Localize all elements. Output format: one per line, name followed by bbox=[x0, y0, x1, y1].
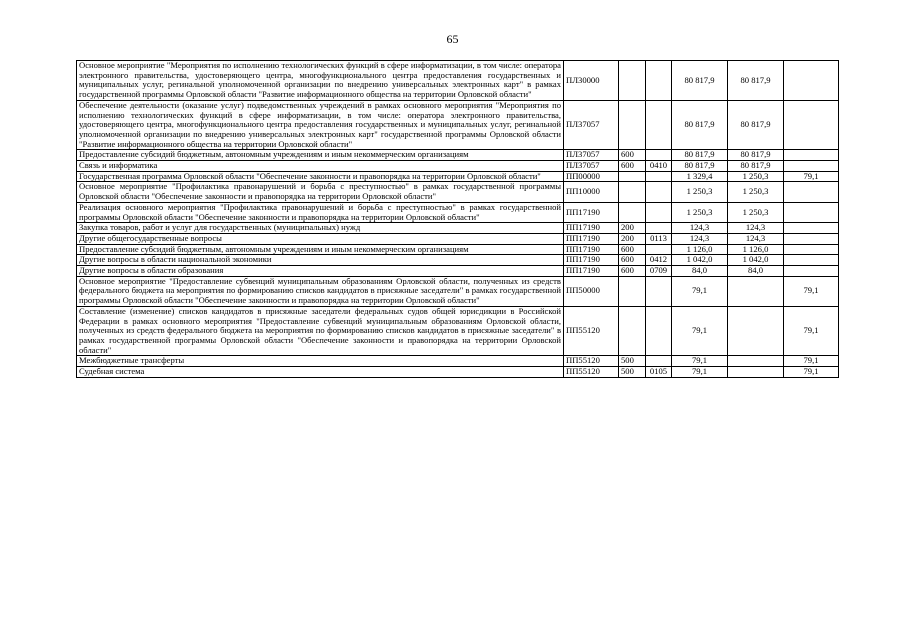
expense-type-code bbox=[619, 182, 646, 202]
table-row bbox=[77, 255, 839, 266]
row-name: Связь и информатика bbox=[77, 161, 564, 172]
expense-type-code: 600 bbox=[619, 266, 646, 277]
target-article-code: ПП50000 bbox=[564, 276, 619, 306]
section-subsection-code bbox=[646, 306, 672, 356]
amount-own-funds bbox=[728, 276, 784, 306]
expense-type-code: 200 bbox=[619, 223, 646, 234]
amount-own-funds bbox=[728, 356, 784, 367]
amount-total: 79,1 bbox=[672, 306, 728, 356]
expense-type-code: 500 bbox=[619, 356, 646, 367]
section-subsection-code: 0709 bbox=[646, 266, 672, 277]
amount-own-funds: 1 250,3 bbox=[728, 202, 784, 222]
target-article-code: ПЛ37057 bbox=[564, 150, 619, 161]
row-name: Основное мероприятие "Профилактика правонарушений и борьба с преступностью" в рамках государственной программы Орловской области "Обеспечение законности и правопорядка на территории Орловской области" bbox=[77, 182, 564, 202]
amount-federal-funds bbox=[784, 233, 839, 244]
section-subsection-code bbox=[646, 171, 672, 182]
row-name: Другие вопросы в области образования bbox=[77, 266, 564, 277]
section-subsection-code: 0410 bbox=[646, 161, 672, 172]
section-subsection-code bbox=[646, 100, 672, 150]
row-name: Судебная система bbox=[77, 367, 564, 378]
amount-federal-funds bbox=[784, 266, 839, 277]
target-article-code: ПП55120 bbox=[564, 356, 619, 367]
target-article-code: ПП17190 bbox=[564, 266, 619, 277]
expense-type-code: 600 bbox=[619, 161, 646, 172]
section-subsection-code bbox=[646, 276, 672, 306]
target-article-code: ПЛ30000 bbox=[564, 61, 619, 101]
table-row bbox=[77, 100, 839, 150]
page-number: 65 bbox=[446, 32, 459, 46]
amount-total: 1 329,4 bbox=[672, 171, 728, 182]
target-article-code: ПП55120 bbox=[564, 306, 619, 356]
section-subsection-code bbox=[646, 202, 672, 222]
section-subsection-code: 0412 bbox=[646, 255, 672, 266]
amount-federal-funds: 79,1 bbox=[784, 367, 839, 378]
amount-federal-funds: 79,1 bbox=[784, 306, 839, 356]
amount-own-funds: 80 817,9 bbox=[728, 150, 784, 161]
row-name: Предоставление субсидий бюджетным, автономным учреждениям и иным некоммерческим организациям bbox=[77, 150, 564, 161]
row-name: Закупка товаров, работ и услуг для государственных (муниципальных) нужд bbox=[77, 223, 564, 234]
section-subsection-code: 0105 bbox=[646, 367, 672, 378]
amount-total: 124,3 bbox=[672, 233, 728, 244]
amount-federal-funds: 79,1 bbox=[784, 276, 839, 306]
row-name: Другие общегосударственные вопросы bbox=[77, 233, 564, 244]
target-article-code: ПП17190 bbox=[564, 223, 619, 234]
amount-federal-funds bbox=[784, 255, 839, 266]
amount-own-funds: 80 817,9 bbox=[728, 161, 784, 172]
amount-own-funds bbox=[728, 367, 784, 378]
amount-total: 1 126,0 bbox=[672, 244, 728, 255]
section-subsection-code bbox=[646, 244, 672, 255]
amount-total: 80 817,9 bbox=[672, 150, 728, 161]
row-name: Основное мероприятие "Предоставление субвенций муниципальным образованиям Орловской области, полученных из средств федерального бюджета на мероприятия по формированию списков кандидатов в присяжные заседатели" в рамках государственной программы Орловской области "Обеспечение законности и правопорядка на территории Орловской области" bbox=[77, 276, 564, 306]
target-article-code: ПП17190 bbox=[564, 255, 619, 266]
amount-own-funds: 1 126,0 bbox=[728, 244, 784, 255]
expense-type-code: 600 bbox=[619, 244, 646, 255]
amount-total: 1 250,3 bbox=[672, 202, 728, 222]
expense-type-code bbox=[619, 171, 646, 182]
row-name: Составление (изменение) списков кандидатов в присяжные заседатели федеральных судов общей юрисдикции в Российской Федерации в рамках основного мероприятия "Предоставление субвенций муниципальным образованиям Орловской области, полученных из средств федерального бюджета на мероприятия по формированию списков кандидатов в присяжные заседатели" в рамках государственной программы Орловской области "Обеспечение законности и правопорядка на территории Орловской области" bbox=[77, 306, 564, 356]
section-subsection-code bbox=[646, 61, 672, 101]
amount-federal-funds bbox=[784, 223, 839, 234]
amount-total: 80 817,9 bbox=[672, 61, 728, 101]
row-name: Основное мероприятие "Мероприятия по исполнению технологических функций в сфере информатизации, в том числе: оператора электронного правительства, удостоверяющего центра, многофункционального центра предоставления государственных и муниципальных услуг, регинальной уполномоченной организации по внедрению универсальных электронных карт" в рамках государственной программы Орловской области "Развитие информационного общества на территории Орловской области" bbox=[77, 61, 564, 101]
row-name: Предоставление субсидий бюджетным, автономным учреждениям и иным некоммерческим организациям bbox=[77, 244, 564, 255]
target-article-code: ПП00000 bbox=[564, 171, 619, 182]
row-name: Обеспечение деятельности (оказание услуг) подведомственных учреждений в рамках основного мероприятия "Мероприятия по исполнению технологических функций в сфере информатизации, в том числе: оператора электронного правительства, удостоверяющего центра, многофункционального центра предоставления государственных и муниципальных услуг, регинальной уполномоченной организации по внедрению универсальных электронных карт" государственной программы Орловской области "Развитие информационного общества на территории Орловской области" bbox=[77, 100, 564, 150]
amount-total: 1 042,0 bbox=[672, 255, 728, 266]
table-row bbox=[77, 161, 839, 172]
amount-federal-funds bbox=[784, 244, 839, 255]
budget-table bbox=[76, 60, 839, 378]
table-row bbox=[77, 202, 839, 222]
amount-total: 1 250,3 bbox=[672, 182, 728, 202]
amount-total: 79,1 bbox=[672, 276, 728, 306]
table-row bbox=[77, 244, 839, 255]
amount-own-funds: 80 817,9 bbox=[728, 100, 784, 150]
table-row bbox=[77, 223, 839, 234]
amount-total: 79,1 bbox=[672, 367, 728, 378]
target-article-code: ПЛ37057 bbox=[564, 161, 619, 172]
expense-type-code: 600 bbox=[619, 255, 646, 266]
row-name: Другие вопросы в области национальной экономики bbox=[77, 255, 564, 266]
amount-total: 80 817,9 bbox=[672, 100, 728, 150]
expense-type-code bbox=[619, 202, 646, 222]
section-subsection-code bbox=[646, 223, 672, 234]
target-article-code: ПП17190 bbox=[564, 202, 619, 222]
amount-own-funds: 124,3 bbox=[728, 223, 784, 234]
amount-total: 124,3 bbox=[672, 223, 728, 234]
table-row bbox=[77, 367, 839, 378]
expense-type-code: 600 bbox=[619, 150, 646, 161]
amount-own-funds: 1 250,3 bbox=[728, 182, 784, 202]
target-article-code: ПП17190 bbox=[564, 233, 619, 244]
table-row bbox=[77, 171, 839, 182]
row-name: Межбюджетные трансферты bbox=[77, 356, 564, 367]
amount-federal-funds bbox=[784, 161, 839, 172]
amount-own-funds bbox=[728, 306, 784, 356]
amount-total: 80 817,9 bbox=[672, 161, 728, 172]
table-row bbox=[77, 356, 839, 367]
table-row bbox=[77, 61, 839, 101]
amount-own-funds: 84,0 bbox=[728, 266, 784, 277]
target-article-code: ПП17190 bbox=[564, 244, 619, 255]
table-row bbox=[77, 182, 839, 202]
table-row bbox=[77, 233, 839, 244]
section-subsection-code bbox=[646, 150, 672, 161]
expense-type-code bbox=[619, 306, 646, 356]
amount-own-funds: 1 250,3 bbox=[728, 171, 784, 182]
amount-federal-funds bbox=[784, 202, 839, 222]
amount-federal-funds bbox=[784, 182, 839, 202]
row-name: Реализация основного мероприятия "Профилактика правонарушений и борьба с преступностью" в рамках государственной программы Орловской области "Обеспечение законности и правопорядка на территории Орловской области" bbox=[77, 202, 564, 222]
table-row bbox=[77, 266, 839, 277]
expense-type-code bbox=[619, 61, 646, 101]
amount-federal-funds bbox=[784, 150, 839, 161]
amount-federal-funds bbox=[784, 61, 839, 101]
target-article-code: ПП10000 bbox=[564, 182, 619, 202]
table-body bbox=[77, 61, 839, 378]
amount-federal-funds bbox=[784, 100, 839, 150]
section-subsection-code bbox=[646, 182, 672, 202]
amount-total: 79,1 bbox=[672, 356, 728, 367]
section-subsection-code: 0113 bbox=[646, 233, 672, 244]
target-article-code: ПЛ37057 bbox=[564, 100, 619, 150]
amount-own-funds: 80 817,9 bbox=[728, 61, 784, 101]
table-row bbox=[77, 150, 839, 161]
expense-type-code bbox=[619, 100, 646, 150]
amount-federal-funds: 79,1 bbox=[784, 356, 839, 367]
table-row bbox=[77, 276, 839, 306]
target-article-code: ПП55120 bbox=[564, 367, 619, 378]
amount-federal-funds: 79,1 bbox=[784, 171, 839, 182]
expense-type-code: 500 bbox=[619, 367, 646, 378]
row-name: Государственная программа Орловской области "Обеспечение законности и правопорядка на территории Орловской области" bbox=[77, 171, 564, 182]
expense-type-code: 200 bbox=[619, 233, 646, 244]
table-row bbox=[77, 306, 839, 356]
amount-own-funds: 124,3 bbox=[728, 233, 784, 244]
section-subsection-code bbox=[646, 356, 672, 367]
amount-total: 84,0 bbox=[672, 266, 728, 277]
expense-type-code bbox=[619, 276, 646, 306]
amount-own-funds: 1 042,0 bbox=[728, 255, 784, 266]
